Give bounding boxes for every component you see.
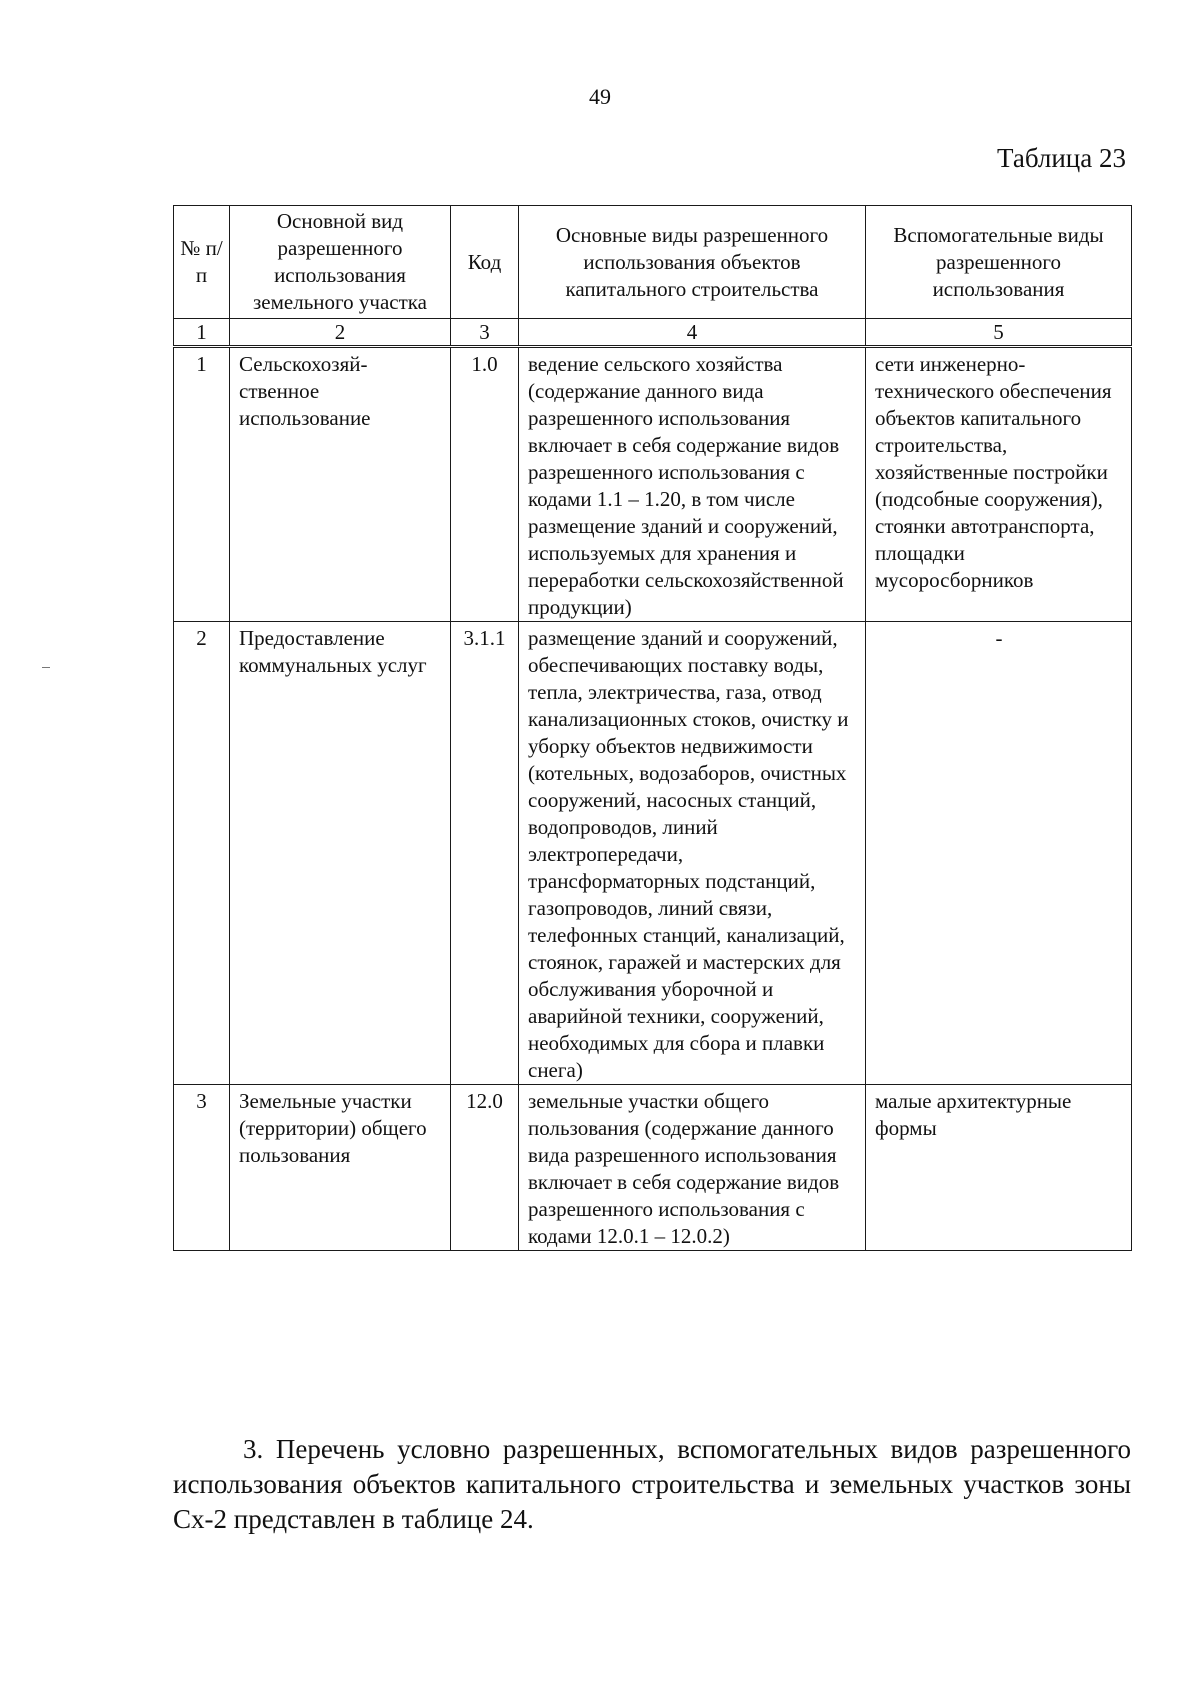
- header-main-land-use: Основной вид разрешенного использования земельного участка: [230, 206, 451, 319]
- column-number: 1: [174, 319, 230, 347]
- column-number: 4: [519, 319, 866, 347]
- row-land-use: Предоставление коммунальных услуг: [230, 622, 451, 1085]
- header-main-capital-use: Основные виды разрешенного использования объектов капитального строительства: [519, 206, 866, 319]
- header-auxiliary-use: Вспомогательные виды разрешенного использования: [866, 206, 1132, 319]
- row-code: 1.0: [451, 347, 519, 622]
- row-code: 12.0: [451, 1085, 519, 1251]
- table-header-row: [174, 206, 1132, 319]
- row-capital-use: ведение сельского хозяйства (содержание данного вида разрешенного использования включает в себя содержание видов разрешенного использования с кодами 1.1 – 1.20, в том числе размещение зданий и сооружений, используемых для хранения и переработки сельскохозяйственной продукции): [519, 347, 866, 622]
- row-capital-use: земельные участки общего пользования (содержание данного вида разрешенного использования включает в себя содержание видов разрешенного использования с кодами 12.0.1 – 12.0.2): [519, 1085, 866, 1251]
- row-capital-use: размещение зданий и сооружений, обеспечивающих поставку воды, тепла, электричества, газа, отвод канализационных стоков, очистку и уборку объектов недвижимости (котельных, водозаборов, очистных сооружений, насосных станций, водопроводов, линий электропередачи, трансформаторных подстанций, газопроводов, линий связи, телефонных станций, канализаций, стоянок, гаражей и мастерских для обслуживания уборочной и аварийной техники, сооружений, необходимых для сбора и плавки снега): [519, 622, 866, 1085]
- column-numbers-row: [174, 319, 1132, 347]
- row-number: 3: [174, 1085, 230, 1251]
- row-land-use: Сельскохозяй-ственное использование: [230, 347, 451, 622]
- table-row: [174, 622, 1132, 1085]
- row-land-use: Земельные участки (территории) общего пользования: [230, 1085, 451, 1251]
- table-row: [174, 347, 1132, 622]
- table-caption: Таблица 23: [997, 143, 1126, 173]
- column-number: 3: [451, 319, 519, 347]
- page-number: 49: [589, 84, 611, 109]
- row-auxiliary: сети инженерно-технического обеспечения объектов капитального строительства, хозяйственные постройки (подсобные сооружения), стоянки автотранспорта, площадки мусоросборников: [866, 347, 1132, 622]
- header-num: № п/п: [174, 206, 230, 319]
- row-auxiliary: малые архитектурные формы: [866, 1085, 1132, 1251]
- row-number: 2: [174, 622, 230, 1085]
- margin-mark: [42, 667, 50, 668]
- row-number: 1: [174, 347, 230, 622]
- column-number: 5: [866, 319, 1132, 347]
- footer-paragraph: 3. Перечень условно разрешенных, вспомогательных видов разрешенного использования объектов капитального строительства и земельных участков зоны Сх-2 представлен в таблице 24.: [173, 1434, 1131, 1534]
- row-auxiliary: -: [866, 622, 1132, 1085]
- permitted-use-table: [173, 205, 1132, 1251]
- header-code: Код: [451, 206, 519, 319]
- column-number: 2: [230, 319, 451, 347]
- row-code: 3.1.1: [451, 622, 519, 1085]
- table-row: [174, 1085, 1132, 1251]
